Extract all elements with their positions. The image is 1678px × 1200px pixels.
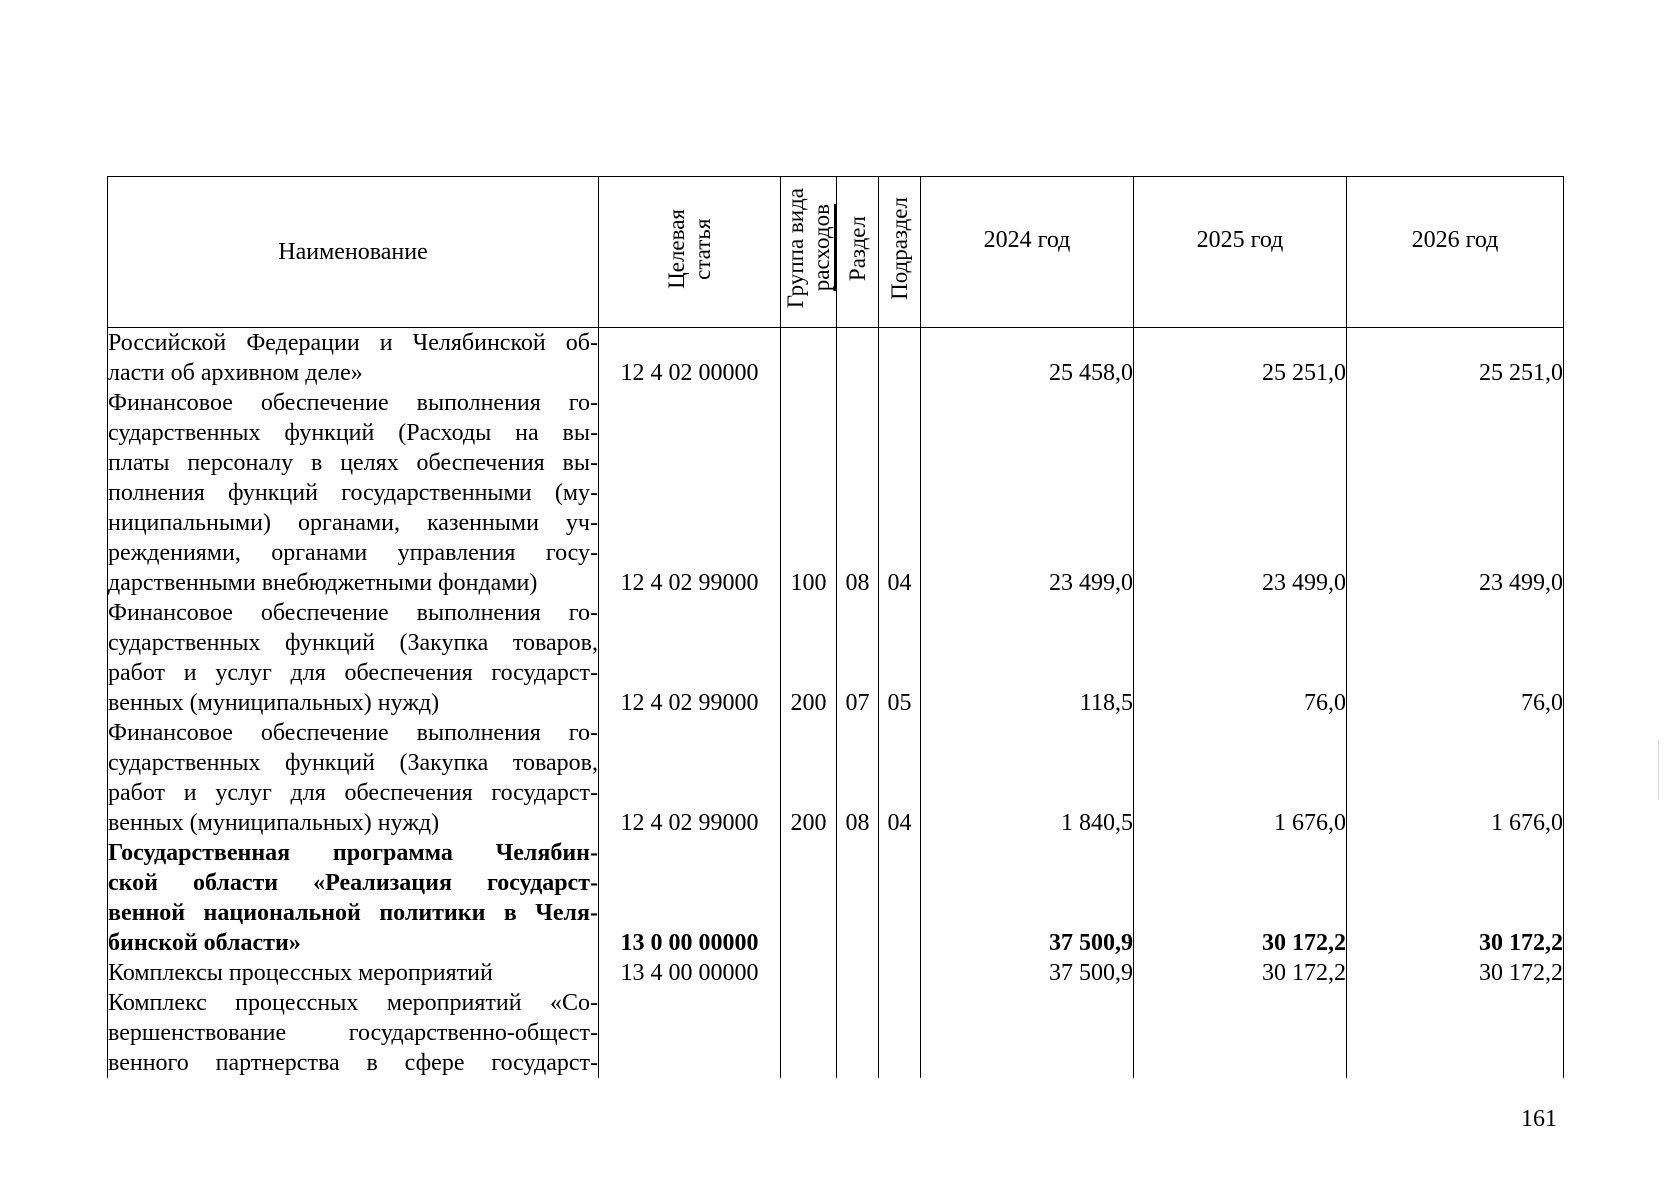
table-row bbox=[108, 958, 1564, 988]
section-cell: 07 bbox=[837, 598, 879, 718]
amount-2026-cell: 25 251,0 bbox=[1347, 328, 1564, 389]
row-name-line: сударственных функций (Закупка товаров, bbox=[108, 750, 598, 776]
amount-2026-cell bbox=[1347, 988, 1564, 1078]
table-body bbox=[108, 328, 1564, 1079]
scan-margin-mark bbox=[1658, 740, 1659, 800]
row-name-cell bbox=[108, 328, 599, 389]
row-name-line: Российской Федерации и Челябинской об- bbox=[108, 330, 598, 356]
table-header bbox=[108, 177, 1564, 328]
header-name bbox=[108, 177, 599, 328]
amount-2026-cell: 76,0 bbox=[1347, 598, 1564, 718]
expense-group-cell: 100 bbox=[781, 388, 837, 598]
header-section-label: Раздел bbox=[844, 215, 870, 282]
amount-2025-cell: 25 251,0 bbox=[1134, 328, 1347, 389]
expense-group-cell bbox=[781, 838, 837, 958]
target-article-cell: 13 0 00 00000 bbox=[599, 838, 781, 958]
table-row bbox=[108, 838, 1564, 958]
header-expense-group-line1: Группа вида bbox=[782, 188, 808, 309]
row-name-line: работ и услуг для обеспечения государст- bbox=[108, 660, 598, 686]
subsection-cell bbox=[879, 988, 921, 1078]
subsection-cell bbox=[879, 328, 921, 389]
amount-2026-cell: 30 172,2 bbox=[1347, 838, 1564, 958]
row-name-line: Комплексы процессных мероприятий bbox=[108, 960, 493, 986]
expense-group-cell bbox=[781, 988, 837, 1078]
amount-2024-cell: 37 500,9 bbox=[921, 838, 1134, 958]
amount-2025-cell: 76,0 bbox=[1134, 598, 1347, 718]
budget-table bbox=[107, 176, 1564, 1078]
header-section bbox=[837, 177, 879, 328]
row-name-line: сударственных функций (Расходы на вы- bbox=[108, 420, 598, 446]
row-name-line: ласти об архивном деле» bbox=[108, 360, 363, 386]
header-expense-group-label bbox=[783, 188, 835, 308]
row-name-line: бинской области» bbox=[108, 930, 301, 956]
table-row bbox=[108, 718, 1564, 838]
table-row bbox=[108, 328, 1564, 389]
header-expense-group-line2: расходов bbox=[808, 204, 834, 293]
row-name-line: дарственными внебюджетными фондами) bbox=[108, 570, 538, 596]
amount-2026-cell: 30 172,2 bbox=[1347, 958, 1564, 988]
section-cell bbox=[837, 838, 879, 958]
amount-2024-cell: 1 840,5 bbox=[921, 718, 1134, 838]
row-name-line: Финансовое обеспечение выполнения го- bbox=[108, 390, 598, 416]
subsection-cell bbox=[879, 838, 921, 958]
section-cell: 08 bbox=[837, 718, 879, 838]
target-article-cell: 12 4 02 99000 bbox=[599, 388, 781, 598]
header-subsection bbox=[879, 177, 921, 328]
subsection-cell: 05 bbox=[879, 598, 921, 718]
section-cell bbox=[837, 958, 879, 988]
row-name-line: Комплекс процессных мероприятий «Со- bbox=[108, 990, 598, 1016]
row-name-cell bbox=[108, 598, 599, 718]
page-number: 161 bbox=[1521, 1106, 1557, 1132]
subsection-cell: 04 bbox=[879, 718, 921, 838]
row-name-cell bbox=[108, 838, 599, 958]
amount-2025-cell: 1 676,0 bbox=[1134, 718, 1347, 838]
header-target-article-line1: Целевая bbox=[663, 208, 689, 289]
row-name-line: венной национальной политики в Челя- bbox=[108, 900, 598, 926]
target-article-cell: 12 4 02 99000 bbox=[599, 718, 781, 838]
amount-2024-cell: 25 458,0 bbox=[921, 328, 1134, 389]
section-cell: 08 bbox=[837, 388, 879, 598]
header-year-2025 bbox=[1134, 177, 1347, 328]
row-name-line: венных (муниципальных) нужд) bbox=[108, 810, 440, 836]
row-name-line: ниципальными) органами, казенными уч- bbox=[108, 510, 598, 536]
target-article-cell: 12 4 02 00000 bbox=[599, 328, 781, 389]
amount-2025-cell: 30 172,2 bbox=[1134, 958, 1347, 988]
section-cell bbox=[837, 988, 879, 1078]
amount-2025-cell: 23 499,0 bbox=[1134, 388, 1347, 598]
row-name-line: ской области «Реализация государст- bbox=[108, 870, 598, 896]
section-cell bbox=[837, 328, 879, 389]
table-row bbox=[108, 388, 1564, 598]
header-year-2024 bbox=[921, 177, 1134, 328]
amount-2026-cell: 1 676,0 bbox=[1347, 718, 1564, 838]
target-article-cell bbox=[599, 988, 781, 1078]
row-name-line: платы персоналу в целях обеспечения вы- bbox=[108, 450, 598, 476]
header-year-2025-label: 2025 год bbox=[1196, 226, 1284, 253]
amount-2025-cell bbox=[1134, 988, 1347, 1078]
expense-group-cell: 200 bbox=[781, 598, 837, 718]
expense-group-cell: 200 bbox=[781, 718, 837, 838]
expense-group-cell bbox=[781, 958, 837, 988]
row-name-line: Финансовое обеспечение выполнения го- bbox=[108, 600, 598, 626]
row-name-line: вершенствование государственно-общест- bbox=[108, 1020, 598, 1046]
row-name-line: сударственных функций (Закупка товаров, bbox=[108, 630, 598, 656]
expense-group-cell bbox=[781, 328, 837, 389]
header-subsection-label: Подраздел bbox=[886, 197, 912, 300]
amount-2024-cell: 37 500,9 bbox=[921, 958, 1134, 988]
row-name-cell bbox=[108, 388, 599, 598]
header-expense-group bbox=[781, 177, 837, 328]
header-year-2024-label: 2024 год bbox=[983, 226, 1071, 253]
row-name-line: работ и услуг для обеспечения государст- bbox=[108, 780, 598, 806]
amount-2026-cell: 23 499,0 bbox=[1347, 388, 1564, 598]
header-target-article-label bbox=[664, 209, 716, 289]
header-year-2026 bbox=[1347, 177, 1564, 328]
row-name-line: венных (муниципальных) нужд) bbox=[108, 690, 440, 716]
header-target-article-line2: статья bbox=[689, 217, 715, 280]
header-target-article bbox=[599, 177, 781, 328]
row-name-line: венного партнерства в сфере государст- bbox=[108, 1050, 598, 1076]
amount-2024-cell: 118,5 bbox=[921, 598, 1134, 718]
table-row bbox=[108, 988, 1564, 1078]
row-name-cell bbox=[108, 988, 599, 1078]
row-name-line: Государственная программа Челябин- bbox=[108, 840, 598, 866]
amount-2024-cell: 23 499,0 bbox=[921, 388, 1134, 598]
row-name-line: Финансовое обеспечение выполнения го- bbox=[108, 720, 598, 746]
row-name-cell bbox=[108, 718, 599, 838]
row-name-line: реждениями, органами управления госу- bbox=[108, 540, 598, 566]
row-name-cell bbox=[108, 958, 599, 988]
row-name-line: полнения функций государственными (му- bbox=[108, 480, 598, 506]
subsection-cell: 04 bbox=[879, 388, 921, 598]
amount-2025-cell: 30 172,2 bbox=[1134, 838, 1347, 958]
subsection-cell bbox=[879, 958, 921, 988]
header-year-2026-label: 2026 год bbox=[1411, 226, 1499, 253]
target-article-cell: 12 4 02 99000 bbox=[599, 598, 781, 718]
table-row bbox=[108, 598, 1564, 718]
target-article-cell: 13 4 00 00000 bbox=[599, 958, 781, 988]
amount-2024-cell bbox=[921, 988, 1134, 1078]
header-name-label: Наименование bbox=[278, 238, 428, 265]
